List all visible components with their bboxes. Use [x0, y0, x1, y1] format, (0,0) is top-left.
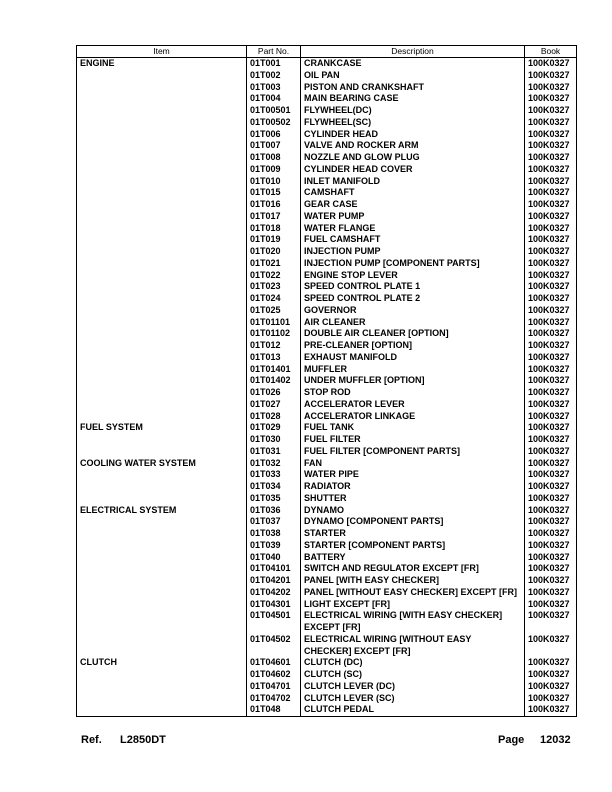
item-cell	[77, 340, 247, 352]
book-cell: 100K0327	[525, 434, 577, 446]
book-cell: 100K0327	[525, 82, 577, 94]
table-row	[77, 258, 577, 270]
description-cell: PISTON AND CRANKSHAFT	[301, 82, 525, 94]
table-row	[77, 364, 577, 376]
part-no-cell: 01T026	[247, 387, 301, 399]
part-no-cell: 01T037	[247, 516, 301, 528]
part-no-cell: 01T025	[247, 305, 301, 317]
part-no-cell: 01T01402	[247, 375, 301, 387]
item-cell	[77, 446, 247, 458]
header-description: Description	[301, 46, 525, 58]
item-cell	[77, 411, 247, 423]
description-cell: SHUTTER	[301, 493, 525, 505]
table-row	[77, 164, 577, 176]
item-cell	[77, 387, 247, 399]
table-row	[77, 352, 577, 364]
page-label: Page	[498, 734, 525, 746]
book-cell: 100K0327	[525, 399, 577, 411]
book-cell: 100K0327	[525, 411, 577, 423]
book-cell: 100K0327	[525, 528, 577, 540]
book-cell: 100K0327	[525, 246, 577, 258]
item-cell	[77, 234, 247, 246]
description-cell: ENGINE STOP LEVER	[301, 270, 525, 282]
table-row	[77, 58, 577, 70]
part-no-cell: 01T006	[247, 129, 301, 141]
description-cell: ELECTRICAL WIRING [WITHOUT EASY CHECKER] EXCEPT [FR]	[301, 634, 525, 658]
description-cell: ELECTRICAL WIRING [WITH EASY CHECKER] EXCEPT [FR]	[301, 610, 525, 634]
book-cell: 100K0327	[525, 375, 577, 387]
part-no-cell: 01T04602	[247, 669, 301, 681]
book-cell: 100K0327	[525, 317, 577, 329]
table-row	[77, 93, 577, 105]
part-no-cell: 01T031	[247, 446, 301, 458]
part-no-cell: 01T021	[247, 258, 301, 270]
part-no-cell: 01T022	[247, 270, 301, 282]
item-cell	[77, 540, 247, 552]
book-cell: 100K0327	[525, 446, 577, 458]
part-no-cell: 01T039	[247, 540, 301, 552]
table-row	[77, 70, 577, 82]
item-cell	[77, 223, 247, 235]
header-book: Book	[525, 46, 577, 58]
part-no-cell: 01T008	[247, 152, 301, 164]
table-row	[77, 587, 577, 599]
item-cell	[77, 375, 247, 387]
description-cell: AIR CLEANER	[301, 317, 525, 329]
book-cell: 100K0327	[525, 70, 577, 82]
book-cell: 100K0327	[525, 599, 577, 611]
part-no-cell: 01T027	[247, 399, 301, 411]
part-no-cell: 01T002	[247, 70, 301, 82]
item-cell	[77, 187, 247, 199]
part-no-cell: 01T015	[247, 187, 301, 199]
book-cell: 100K0327	[525, 610, 577, 634]
part-no-cell: 01T020	[247, 246, 301, 258]
table-row	[77, 481, 577, 493]
table-row	[77, 117, 577, 129]
description-cell: SPEED CONTROL PLATE 2	[301, 293, 525, 305]
part-no-cell: 01T017	[247, 211, 301, 223]
description-cell: PRE-CLEANER [OPTION]	[301, 340, 525, 352]
description-cell: DYNAMO	[301, 505, 525, 517]
parts-table	[76, 45, 577, 717]
part-no-cell: 01T038	[247, 528, 301, 540]
description-cell: FAN	[301, 458, 525, 470]
book-cell: 100K0327	[525, 704, 577, 716]
ref-value: L2850DT	[120, 734, 166, 746]
part-no-cell: 01T00501	[247, 105, 301, 117]
book-cell: 100K0327	[525, 352, 577, 364]
item-cell	[77, 364, 247, 376]
part-no-cell: 01T033	[247, 469, 301, 481]
header-item: Item	[77, 46, 247, 58]
book-cell: 100K0327	[525, 587, 577, 599]
part-no-cell: 01T04502	[247, 634, 301, 658]
part-no-cell: 01T04701	[247, 681, 301, 693]
table-row	[77, 563, 577, 575]
description-cell: WATER PIPE	[301, 469, 525, 481]
item-cell: COOLING WATER SYSTEM	[77, 458, 247, 470]
page-number: 12032	[540, 734, 571, 746]
book-cell: 100K0327	[525, 422, 577, 434]
table-row	[77, 293, 577, 305]
part-no-cell: 01T012	[247, 340, 301, 352]
table-row	[77, 234, 577, 246]
description-cell: PANEL [WITHOUT EASY CHECKER] EXCEPT [FR]	[301, 587, 525, 599]
table-row	[77, 540, 577, 552]
book-cell: 100K0327	[525, 328, 577, 340]
table-row	[77, 681, 577, 693]
table-row	[77, 446, 577, 458]
book-cell: 100K0327	[525, 481, 577, 493]
book-cell: 100K0327	[525, 117, 577, 129]
item-cell	[77, 176, 247, 188]
book-cell: 100K0327	[525, 293, 577, 305]
part-no-cell: 01T04601	[247, 657, 301, 669]
description-cell: STARTER	[301, 528, 525, 540]
item-cell	[77, 481, 247, 493]
description-cell: PANEL [WITH EASY CHECKER]	[301, 575, 525, 587]
table-row	[77, 505, 577, 517]
table-row	[77, 328, 577, 340]
item-cell	[77, 258, 247, 270]
item-cell	[77, 552, 247, 564]
description-cell: UNDER MUFFLER [OPTION]	[301, 375, 525, 387]
item-cell	[77, 281, 247, 293]
item-cell	[77, 399, 247, 411]
table-row	[77, 693, 577, 705]
item-cell	[77, 610, 247, 634]
part-no-cell: 01T040	[247, 552, 301, 564]
book-cell: 100K0327	[525, 58, 577, 70]
table-row	[77, 599, 577, 611]
item-cell	[77, 82, 247, 94]
part-no-cell: 01T030	[247, 434, 301, 446]
book-cell: 100K0327	[525, 505, 577, 517]
item-cell	[77, 93, 247, 105]
table-row	[77, 458, 577, 470]
item-cell	[77, 246, 247, 258]
part-no-cell: 01T00502	[247, 117, 301, 129]
part-no-cell: 01T036	[247, 505, 301, 517]
part-no-cell: 01T013	[247, 352, 301, 364]
part-no-cell: 01T04301	[247, 599, 301, 611]
description-cell: FUEL FILTER [COMPONENT PARTS]	[301, 446, 525, 458]
table-row	[77, 246, 577, 258]
description-cell: DYNAMO [COMPONENT PARTS]	[301, 516, 525, 528]
description-cell: ACCELERATOR LINKAGE	[301, 411, 525, 423]
item-cell	[77, 70, 247, 82]
table-row	[77, 469, 577, 481]
table-row	[77, 129, 577, 141]
book-cell: 100K0327	[525, 152, 577, 164]
part-no-cell: 01T04201	[247, 575, 301, 587]
table-row	[77, 669, 577, 681]
part-no-cell: 01T035	[247, 493, 301, 505]
description-cell: BATTERY	[301, 552, 525, 564]
description-cell: CLUTCH (DC)	[301, 657, 525, 669]
table-row	[77, 387, 577, 399]
book-cell: 100K0327	[525, 140, 577, 152]
part-no-cell: 01T001	[247, 58, 301, 70]
item-cell	[77, 305, 247, 317]
description-cell: CLUTCH LEVER (DC)	[301, 681, 525, 693]
description-cell: MAIN BEARING CASE	[301, 93, 525, 105]
item-cell	[77, 599, 247, 611]
table-row	[77, 704, 577, 716]
part-no-cell: 01T048	[247, 704, 301, 716]
item-cell	[77, 199, 247, 211]
description-cell: STOP ROD	[301, 387, 525, 399]
table-row	[77, 199, 577, 211]
book-cell: 100K0327	[525, 469, 577, 481]
part-no-cell: 01T032	[247, 458, 301, 470]
item-cell	[77, 634, 247, 658]
description-cell: ACCELERATOR LEVER	[301, 399, 525, 411]
part-no-cell: 01T018	[247, 223, 301, 235]
table-row	[77, 528, 577, 540]
table-row	[77, 493, 577, 505]
description-cell: EXHAUST MANIFOLD	[301, 352, 525, 364]
book-cell: 100K0327	[525, 234, 577, 246]
item-cell	[77, 352, 247, 364]
part-no-cell: 01T016	[247, 199, 301, 211]
description-cell: RADIATOR	[301, 481, 525, 493]
description-cell: VALVE AND ROCKER ARM	[301, 140, 525, 152]
item-cell	[77, 164, 247, 176]
book-cell: 100K0327	[525, 669, 577, 681]
description-cell: CYLINDER HEAD	[301, 129, 525, 141]
table-row	[77, 270, 577, 282]
book-cell: 100K0327	[525, 364, 577, 376]
table-row	[77, 434, 577, 446]
book-cell: 100K0327	[525, 575, 577, 587]
header-part-no: Part No.	[247, 46, 301, 58]
part-no-cell: 01T034	[247, 481, 301, 493]
table-row	[77, 152, 577, 164]
description-cell: CYLINDER HEAD COVER	[301, 164, 525, 176]
item-cell	[77, 328, 247, 340]
table-row	[77, 223, 577, 235]
book-cell: 100K0327	[525, 563, 577, 575]
book-cell: 100K0327	[525, 199, 577, 211]
table-row	[77, 82, 577, 94]
book-cell: 100K0327	[525, 281, 577, 293]
description-cell: WATER FLANGE	[301, 223, 525, 235]
description-cell: CLUTCH (SC)	[301, 669, 525, 681]
book-cell: 100K0327	[525, 693, 577, 705]
description-cell: WATER PUMP	[301, 211, 525, 223]
item-cell	[77, 528, 247, 540]
description-cell: FUEL TANK	[301, 422, 525, 434]
description-cell: INJECTION PUMP	[301, 246, 525, 258]
item-cell	[77, 117, 247, 129]
part-no-cell: 01T04501	[247, 610, 301, 634]
book-cell: 100K0327	[525, 340, 577, 352]
item-cell	[77, 681, 247, 693]
description-cell: SWITCH AND REGULATOR EXCEPT [FR]	[301, 563, 525, 575]
book-cell: 100K0327	[525, 540, 577, 552]
book-cell: 100K0327	[525, 211, 577, 223]
description-cell: INJECTION PUMP [COMPONENT PARTS]	[301, 258, 525, 270]
item-cell	[77, 563, 247, 575]
book-cell: 100K0327	[525, 176, 577, 188]
description-cell: CAMSHAFT	[301, 187, 525, 199]
item-cell	[77, 493, 247, 505]
book-cell: 100K0327	[525, 93, 577, 105]
table-row	[77, 422, 577, 434]
book-cell: 100K0327	[525, 270, 577, 282]
table-row	[77, 375, 577, 387]
description-cell: MUFFLER	[301, 364, 525, 376]
item-cell	[77, 587, 247, 599]
description-cell: FLYWHEEL(DC)	[301, 105, 525, 117]
part-no-cell: 01T019	[247, 234, 301, 246]
item-cell	[77, 270, 247, 282]
part-no-cell: 01T01102	[247, 328, 301, 340]
table-row	[77, 399, 577, 411]
table-row	[77, 411, 577, 423]
table-row	[77, 610, 577, 634]
item-cell: CLUTCH	[77, 657, 247, 669]
part-no-cell: 01T04202	[247, 587, 301, 599]
book-cell: 100K0327	[525, 187, 577, 199]
item-cell	[77, 293, 247, 305]
part-no-cell: 01T023	[247, 281, 301, 293]
description-cell: STARTER [COMPONENT PARTS]	[301, 540, 525, 552]
item-cell	[77, 704, 247, 716]
description-cell: FUEL CAMSHAFT	[301, 234, 525, 246]
item-cell	[77, 669, 247, 681]
book-cell: 100K0327	[525, 387, 577, 399]
table-row	[77, 176, 577, 188]
description-cell: LIGHT EXCEPT [FR]	[301, 599, 525, 611]
description-cell: GEAR CASE	[301, 199, 525, 211]
description-cell: SPEED CONTROL PLATE 1	[301, 281, 525, 293]
book-cell: 100K0327	[525, 164, 577, 176]
item-cell: FUEL SYSTEM	[77, 422, 247, 434]
description-cell: CLUTCH PEDAL	[301, 704, 525, 716]
description-cell: GOVERNOR	[301, 305, 525, 317]
book-cell: 100K0327	[525, 552, 577, 564]
table-row	[77, 305, 577, 317]
description-cell: CLUTCH LEVER (SC)	[301, 693, 525, 705]
table-header-row	[77, 46, 577, 58]
ref-label: Ref.	[81, 734, 102, 746]
table-row	[77, 211, 577, 223]
part-no-cell: 01T01101	[247, 317, 301, 329]
description-cell: INLET MANIFOLD	[301, 176, 525, 188]
book-cell: 100K0327	[525, 223, 577, 235]
item-cell	[77, 105, 247, 117]
item-cell	[77, 434, 247, 446]
part-no-cell: 01T007	[247, 140, 301, 152]
description-cell: DOUBLE AIR CLEANER [OPTION]	[301, 328, 525, 340]
item-cell	[77, 140, 247, 152]
part-no-cell: 01T04702	[247, 693, 301, 705]
book-cell: 100K0327	[525, 634, 577, 658]
part-no-cell: 01T028	[247, 411, 301, 423]
item-cell	[77, 317, 247, 329]
item-cell	[77, 693, 247, 705]
table-row	[77, 575, 577, 587]
book-cell: 100K0327	[525, 516, 577, 528]
table-row	[77, 105, 577, 117]
table-row	[77, 552, 577, 564]
table-row	[77, 340, 577, 352]
part-no-cell: 01T029	[247, 422, 301, 434]
table-row	[77, 516, 577, 528]
part-no-cell: 01T04101	[247, 563, 301, 575]
table-row	[77, 281, 577, 293]
table-row	[77, 187, 577, 199]
item-cell	[77, 152, 247, 164]
item-cell	[77, 129, 247, 141]
description-cell: NOZZLE AND GLOW PLUG	[301, 152, 525, 164]
part-no-cell: 01T009	[247, 164, 301, 176]
item-cell	[77, 211, 247, 223]
table-row	[77, 634, 577, 658]
book-cell: 100K0327	[525, 105, 577, 117]
book-cell: 100K0327	[525, 258, 577, 270]
part-no-cell: 01T004	[247, 93, 301, 105]
part-no-cell: 01T01401	[247, 364, 301, 376]
part-no-cell: 01T010	[247, 176, 301, 188]
table-row	[77, 657, 577, 669]
item-cell	[77, 469, 247, 481]
description-cell: OIL PAN	[301, 70, 525, 82]
table-row	[77, 317, 577, 329]
part-no-cell: 01T003	[247, 82, 301, 94]
description-cell: CRANKCASE	[301, 58, 525, 70]
book-cell: 100K0327	[525, 657, 577, 669]
book-cell: 100K0327	[525, 458, 577, 470]
table-body	[77, 58, 577, 717]
book-cell: 100K0327	[525, 305, 577, 317]
item-cell	[77, 516, 247, 528]
table-row	[77, 140, 577, 152]
book-cell: 100K0327	[525, 129, 577, 141]
item-cell: ELECTRICAL SYSTEM	[77, 505, 247, 517]
item-cell: ENGINE	[77, 58, 247, 70]
book-cell: 100K0327	[525, 493, 577, 505]
description-cell: FUEL FILTER	[301, 434, 525, 446]
description-cell: FLYWHEEL(SC)	[301, 117, 525, 129]
item-cell	[77, 575, 247, 587]
part-no-cell: 01T024	[247, 293, 301, 305]
book-cell: 100K0327	[525, 681, 577, 693]
